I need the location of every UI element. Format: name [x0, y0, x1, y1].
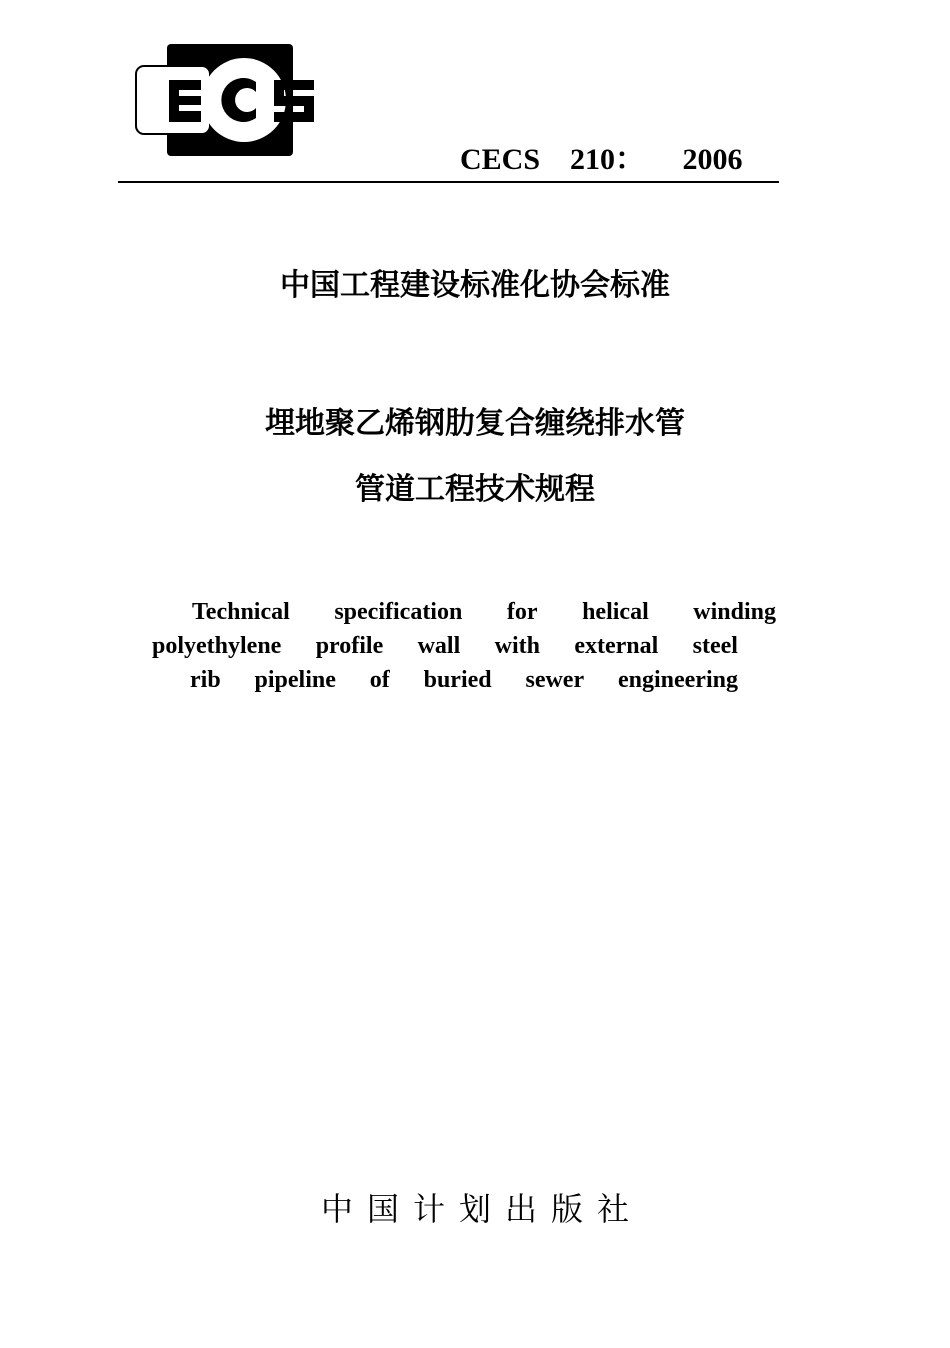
header-divider — [118, 181, 779, 183]
title-cn-line-2: 管道工程技术规程 — [355, 472, 595, 507]
publisher-name: 中国计划出版社 — [320, 1190, 643, 1228]
title-en-word: specification — [334, 599, 463, 625]
title-en-word: profile — [315, 633, 384, 659]
title-en-word: polyethylene — [152, 633, 282, 659]
standard-code: CECS — [460, 143, 541, 176]
title-en-line-2 — [152, 631, 738, 661]
title-en-word: of — [369, 667, 390, 693]
title-en-word: rib — [190, 667, 221, 693]
standard-year: 2006 — [682, 143, 743, 176]
title-en-word: buried — [423, 667, 492, 693]
title-cn-line-1: 埋地聚乙烯钢肋复合缠绕排水管 — [265, 406, 685, 441]
standard-number — [460, 142, 780, 178]
title-en-word: winding — [693, 599, 776, 625]
title-en-word: wall — [417, 633, 461, 659]
ecs-logo-icon — [134, 44, 316, 156]
title-en-word: Technical — [192, 599, 290, 625]
title-en-line-1 — [192, 597, 776, 627]
organization-name: 中国工程建设标准化协会标准 — [280, 268, 670, 303]
title-en-word: sewer — [525, 667, 585, 693]
title-en-word: helical — [582, 599, 649, 625]
title-en-word: steel — [692, 633, 738, 659]
title-en-word: engineering — [617, 667, 738, 693]
title-en-word: external — [574, 633, 659, 659]
title-en-line-3 — [190, 665, 738, 695]
title-en-word: with — [494, 633, 540, 659]
title-en-word: pipeline — [254, 667, 336, 693]
standard-serial: 210： — [570, 143, 646, 176]
title-en-word: for — [506, 599, 538, 625]
